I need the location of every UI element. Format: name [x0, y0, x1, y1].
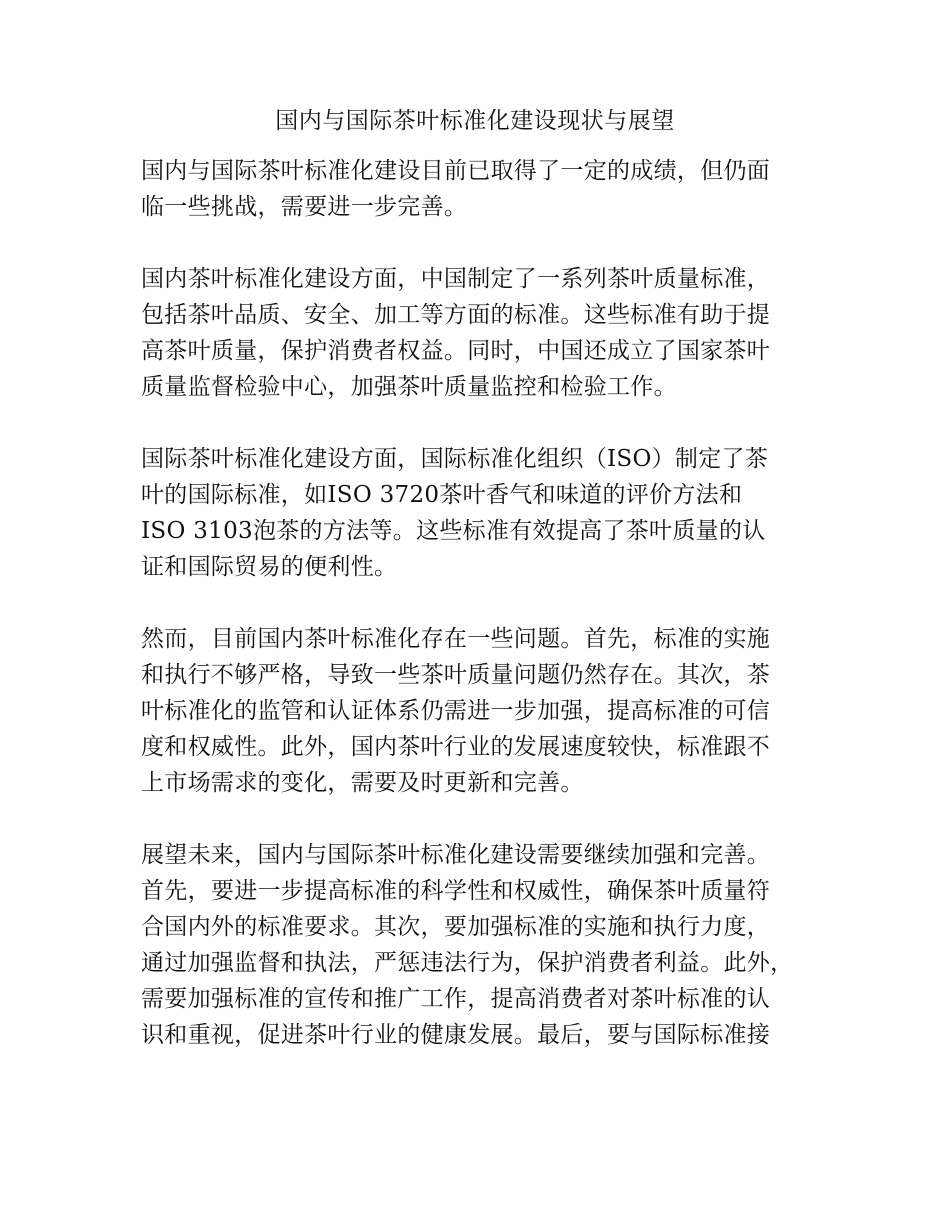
text-line: 需要加强标准的宣传和推广工作，提高消费者对茶叶标准的认 [141, 986, 771, 1012]
text-line: 叶标准化的监管和认证体系仍需进一步加强，提高标准的可信 [141, 698, 771, 724]
paragraph-1 [141, 153, 821, 225]
document-body [141, 153, 821, 1089]
text-line: 包括茶叶品质、安全、加工等方面的标准。这些标准有助于提 [141, 302, 771, 328]
text-line: 和执行不够严格，导致一些茶叶质量问题仍然存在。其次，茶 [141, 662, 771, 688]
text-line: 展望未来，国内与国际茶叶标准化建设需要继续加强和完善。 [141, 842, 771, 868]
document-title: 国内与国际茶叶标准化建设现状与展望 [275, 108, 675, 134]
text-line: ISO 3103泡茶的方法等。这些标准有效提高了茶叶质量的认 [141, 518, 766, 544]
text-line: 然而，目前国内茶叶标准化存在一些问题。首先，标准的实施 [141, 626, 771, 652]
text-line: 临一些挑战，需要进一步完善。 [141, 194, 468, 220]
text-line: 识和重视，促进茶叶行业的健康发展。最后，要与国际标准接 [141, 1022, 771, 1048]
text-line: 国内与国际茶叶标准化建设目前已取得了一定的成绩，但仍面 [141, 158, 771, 184]
text-line: 国际茶叶标准化建设方面，国际标准化组织（ISO）制定了茶 [141, 446, 769, 472]
text-line: 高茶叶质量，保护消费者权益。同时，中国还成立了国家茶叶 [141, 338, 771, 364]
text-line: 国内茶叶标准化建设方面，中国制定了一系列茶叶质量标准， [141, 266, 771, 292]
text-line: 合国内外的标准要求。其次，要加强标准的实施和执行力度， [141, 914, 771, 940]
text-line: 通过加强监督和执法，严惩违法行为，保护消费者利益。此外， [141, 950, 794, 976]
paragraph-5 [141, 837, 821, 1053]
text-line: 证和国际贸易的便利性。 [141, 554, 398, 580]
text-line: 叶的国际标准，如ISO 3720茶叶香气和味道的评价方法和 [141, 482, 743, 508]
paragraph-4 [141, 621, 821, 801]
text-line: 度和权威性。此外，国内茶叶行业的发展速度较快，标准跟不 [141, 734, 771, 760]
text-line: 首先，要进一步提高标准的科学性和权威性，确保茶叶质量符 [141, 878, 771, 904]
text-line: 上市场需求的变化，需要及时更新和完善。 [141, 770, 584, 796]
text-line: 质量监督检验中心，加强茶叶质量监控和检验工作。 [141, 374, 677, 400]
paragraph-3 [141, 441, 821, 585]
paragraph-2 [141, 261, 821, 405]
